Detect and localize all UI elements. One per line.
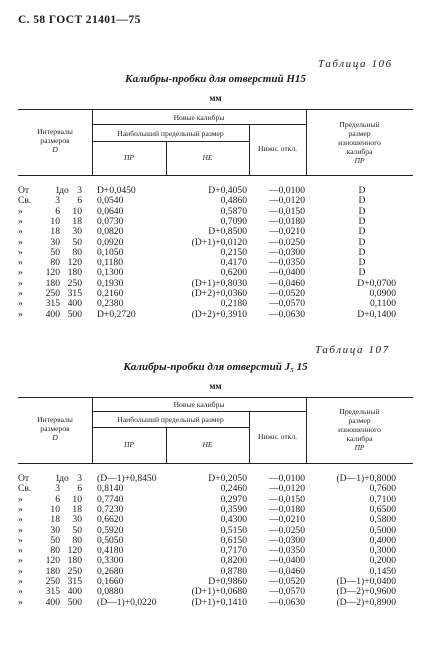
cell-worn-limit: 0,7100 xyxy=(369,493,396,505)
cell-pr: (D—1)+0,8450 xyxy=(97,473,157,484)
cell-pr: 0,5050 xyxy=(97,534,124,546)
row-to: 180 xyxy=(67,555,82,567)
row-to: 250 xyxy=(67,277,82,289)
cell-lower-dev: —0,0210 xyxy=(269,226,305,238)
row-prefix: » xyxy=(18,298,23,310)
row-prefix: » xyxy=(18,215,23,227)
cell-ne: 0,8780 xyxy=(220,565,247,577)
cell-worn-limit: (D—2)+0,8900 xyxy=(336,596,396,608)
table-row xyxy=(0,546,431,556)
row-from: 80 xyxy=(50,257,60,269)
row-prefix: » xyxy=(18,236,23,248)
row-prefix: » xyxy=(18,555,23,567)
cell-worn-limit: D xyxy=(358,226,366,238)
cell-ne: D+0,8500 xyxy=(208,226,247,238)
row-from: 315 xyxy=(45,586,60,598)
table-unit: мм xyxy=(209,381,222,391)
row-prefix: » xyxy=(18,257,23,269)
cell-ne: 0,5870 xyxy=(220,205,247,217)
cell-worn-limit: 0,1100 xyxy=(369,298,396,310)
cell-pr: (D—1)+0,0220 xyxy=(97,596,157,608)
cell-lower-dev: —0,0180 xyxy=(269,503,305,515)
cell-pr: 0,1180 xyxy=(97,257,124,269)
new-gauges-header: Новые калибры xyxy=(173,400,225,409)
page-header: С. 58 ГОСТ 21401—75 xyxy=(18,14,141,26)
row-prefix: » xyxy=(18,534,23,546)
row-prefix: » xyxy=(18,586,23,598)
table-row xyxy=(0,258,431,268)
row-from: 120 xyxy=(45,267,60,279)
cell-lower-dev: —0,0180 xyxy=(269,215,305,227)
table-number: Таблица 107 xyxy=(315,344,390,356)
row-from: 50 xyxy=(50,246,60,258)
row-to-label: до xyxy=(59,473,69,484)
cell-lower-dev: —0,0350 xyxy=(269,545,305,557)
cell-lower-dev: —0,0520 xyxy=(269,288,305,299)
table-row xyxy=(0,515,431,525)
table-row xyxy=(0,474,431,484)
cell-ne: 0,4170 xyxy=(220,257,247,269)
row-to: 10 xyxy=(72,205,82,217)
row-from: 250 xyxy=(45,576,60,587)
row-prefix: » xyxy=(18,277,23,289)
cell-ne: (D+1)+0,0120 xyxy=(191,236,247,248)
row-prefix: » xyxy=(18,205,23,217)
cell-pr: 0,6620 xyxy=(97,514,124,526)
row-to: 3 xyxy=(77,185,82,196)
cell-ne: D+0,9860 xyxy=(208,576,247,587)
row-from: 30 xyxy=(50,524,60,536)
cell-worn-limit: D xyxy=(358,236,366,248)
cell-lower-dev: —0,0350 xyxy=(269,257,305,269)
row-to: 18 xyxy=(72,503,82,515)
cell-worn-limit: 0,7600 xyxy=(369,483,396,495)
col-pr-header: ПР xyxy=(123,153,135,162)
row-to: 18 xyxy=(72,215,82,227)
row-prefix: » xyxy=(18,514,23,526)
cell-ne: 0,6150 xyxy=(220,534,247,546)
row-from: 315 xyxy=(45,298,60,310)
table-row xyxy=(0,248,431,258)
cell-ne: 0,3590 xyxy=(220,503,247,515)
row-prefix: » xyxy=(18,503,23,515)
cell-pr: 0,1300 xyxy=(97,267,124,279)
row-from: 3 xyxy=(55,483,60,495)
table-row xyxy=(0,227,431,237)
cell-worn-limit: D xyxy=(358,185,366,196)
cell-lower-dev: —0,0150 xyxy=(269,205,305,217)
cell-worn-limit: D xyxy=(358,246,366,258)
table-row xyxy=(0,310,431,320)
row-from: 250 xyxy=(45,288,60,299)
row-from: 1 xyxy=(55,185,60,196)
row-from: 10 xyxy=(50,215,60,227)
cell-worn-limit: D xyxy=(358,205,366,217)
row-prefix: » xyxy=(18,226,23,238)
cell-ne: D+0,4050 xyxy=(208,185,247,196)
row-from: 400 xyxy=(45,308,60,320)
row-to-label: до xyxy=(59,185,69,196)
row-from: 120 xyxy=(45,555,60,567)
row-to: 10 xyxy=(72,493,82,505)
cell-lower-dev: —0,0460 xyxy=(269,277,305,289)
row-from: 80 xyxy=(50,545,60,557)
cell-worn-limit: (D—1)+0,0400 xyxy=(336,576,396,587)
table-unit: мм xyxy=(209,93,222,103)
cell-pr: 0,0730 xyxy=(97,215,124,227)
row-to: 120 xyxy=(67,257,82,269)
cell-pr: 0,0880 xyxy=(97,586,124,598)
table-title: Калибры-пробки для отверстий J₅ 15 xyxy=(123,361,308,373)
row-prefix: » xyxy=(18,246,23,258)
cell-lower-dev: —0,0400 xyxy=(269,555,305,567)
cell-pr: 0,4180 xyxy=(97,545,124,557)
row-prefix: » xyxy=(18,288,23,299)
cell-lower-dev: —0,0100 xyxy=(269,185,305,196)
table-number: Таблица 106 xyxy=(318,58,393,70)
table-row xyxy=(0,505,431,515)
cell-ne: 0,4300 xyxy=(220,514,247,526)
cell-worn-limit: 0,0900 xyxy=(369,288,396,299)
row-from: 6 xyxy=(55,493,60,505)
row-to: 80 xyxy=(72,534,82,546)
cell-worn-limit: D+0,0700 xyxy=(357,277,396,289)
cell-ne: 0,4860 xyxy=(220,195,247,207)
cell-pr: 0,7230 xyxy=(97,503,124,515)
max-size-header: Наибольший предельный размер xyxy=(117,129,224,138)
row-to: 50 xyxy=(72,236,82,248)
row-prefix: » xyxy=(18,545,23,557)
row-prefix: От xyxy=(18,473,30,484)
row-prefix: » xyxy=(18,596,23,608)
row-from: 1 xyxy=(55,473,60,484)
cell-worn-limit: 0,5800 xyxy=(369,514,396,526)
cell-pr: 0,0820 xyxy=(97,226,124,238)
cell-lower-dev: —0,0210 xyxy=(269,514,305,526)
row-prefix: От xyxy=(18,185,30,196)
row-to: 400 xyxy=(67,298,82,310)
row-from: 50 xyxy=(50,534,60,546)
cell-worn-limit: 0,2000 xyxy=(369,555,396,567)
cell-ne: 0,7170 xyxy=(220,545,247,557)
row-from: 180 xyxy=(45,277,60,289)
row-to: 250 xyxy=(67,565,82,577)
cell-pr: 0,1050 xyxy=(97,246,124,258)
cell-ne: 0,6200 xyxy=(220,267,247,279)
cell-worn-limit: 0,5000 xyxy=(369,524,396,536)
row-to: 180 xyxy=(67,267,82,279)
cell-lower-dev: —0,0150 xyxy=(269,493,305,505)
row-from: 3 xyxy=(55,195,60,207)
row-to: 315 xyxy=(67,288,82,299)
row-to: 6 xyxy=(77,483,82,495)
row-from: 18 xyxy=(50,514,60,526)
row-prefix: Св. xyxy=(18,195,32,207)
col-ne-header: НЕ xyxy=(202,440,213,449)
table-row xyxy=(0,289,431,299)
cell-ne: 0,2460 xyxy=(220,483,247,495)
row-prefix: » xyxy=(18,493,23,505)
cell-pr: 0,1930 xyxy=(97,277,124,289)
cell-lower-dev: —0,0570 xyxy=(269,586,305,598)
row-to: 500 xyxy=(67,308,82,320)
cell-pr: D+0,2720 xyxy=(97,308,136,320)
table-title: Калибры-пробки для отверстий H15 xyxy=(125,73,306,85)
cell-pr: 0,5920 xyxy=(97,524,124,536)
cell-lower-dev: —0,0120 xyxy=(269,483,305,495)
row-prefix: » xyxy=(18,524,23,536)
cell-worn-limit: 0,4000 xyxy=(369,534,396,546)
cell-ne: (D+1)+0,1410 xyxy=(191,596,247,608)
col-lower-dev-header: Нижн. откл. xyxy=(257,144,298,153)
row-from: 10 xyxy=(50,503,60,515)
cell-lower-dev: —0,0300 xyxy=(269,246,305,258)
cell-ne: (D+2)+0,0360 xyxy=(191,288,247,299)
row-prefix: Св. xyxy=(18,483,32,495)
table-row xyxy=(0,238,431,248)
cell-worn-limit: D xyxy=(358,257,366,269)
cell-worn-limit: (D—2)+0,9600 xyxy=(336,586,396,598)
table-row xyxy=(0,196,431,206)
table-row xyxy=(0,536,431,546)
row-to: 6 xyxy=(77,195,82,207)
col-intervals-header: Интервалы размеров D xyxy=(37,415,73,442)
row-to: 30 xyxy=(72,514,82,526)
col-lower-dev-header: Нижн. откл. xyxy=(257,432,298,441)
row-from: 180 xyxy=(45,565,60,577)
cell-worn-limit: D xyxy=(358,195,366,207)
cell-ne: (D+1)+0,0680 xyxy=(191,586,247,598)
cell-pr: 0,2380 xyxy=(97,298,124,310)
table-row xyxy=(0,495,431,505)
row-from: 30 xyxy=(50,236,60,248)
row-to: 30 xyxy=(72,226,82,238)
table-row xyxy=(0,207,431,217)
cell-pr: 0,0920 xyxy=(97,236,124,248)
cell-ne: D+0,2050 xyxy=(208,473,247,484)
cell-ne: (D+2)+0,3910 xyxy=(191,308,247,320)
table-row xyxy=(0,186,431,196)
cell-lower-dev: —0,0520 xyxy=(269,576,305,587)
cell-pr: 0,2680 xyxy=(97,565,124,577)
cell-lower-dev: —0,0300 xyxy=(269,534,305,546)
row-prefix: » xyxy=(18,576,23,587)
cell-lower-dev: —0,0570 xyxy=(269,298,305,310)
cell-pr: 0,8140 xyxy=(97,483,124,495)
cell-pr: 0,1660 xyxy=(97,576,124,587)
cell-worn-limit: D xyxy=(358,215,366,227)
col-limit-header: Предельный размер изношенного калибра ПР xyxy=(338,120,381,165)
cell-ne: 0,2970 xyxy=(220,493,247,505)
row-prefix: » xyxy=(18,565,23,577)
row-to: 315 xyxy=(67,576,82,587)
cell-worn-limit: 0,6500 xyxy=(369,503,396,515)
cell-lower-dev: —0,0630 xyxy=(269,308,305,320)
table-row xyxy=(0,556,431,566)
table-row xyxy=(0,598,431,608)
cell-ne: 0,7090 xyxy=(220,215,247,227)
row-prefix: » xyxy=(18,308,23,320)
row-to: 500 xyxy=(67,596,82,608)
table-row xyxy=(0,484,431,494)
new-gauges-header: Новые калибры xyxy=(173,113,225,122)
cell-ne: 0,5150 xyxy=(220,524,247,536)
cell-worn-limit: (D—1)+0,8000 xyxy=(336,473,396,484)
cell-ne: (D+1)+0,8030 xyxy=(191,277,247,289)
col-intervals-header: Интервалы размеров D xyxy=(37,127,73,154)
cell-lower-dev: —0,0400 xyxy=(269,267,305,279)
cell-lower-dev: —0,0100 xyxy=(269,473,305,484)
cell-worn-limit: 0,1450 xyxy=(369,565,396,577)
row-from: 6 xyxy=(55,205,60,217)
cell-worn-limit: D xyxy=(358,267,366,279)
cell-worn-limit: 0,3000 xyxy=(369,545,396,557)
cell-pr: 0,0540 xyxy=(97,195,124,207)
row-to: 3 xyxy=(77,473,82,484)
row-to: 400 xyxy=(67,586,82,598)
cell-ne: 0,2180 xyxy=(220,298,247,310)
cell-ne: 0,2150 xyxy=(220,246,247,258)
cell-pr: 0,2160 xyxy=(97,288,124,299)
cell-lower-dev: —0,0250 xyxy=(269,524,305,536)
cell-worn-limit: D+0,1400 xyxy=(357,308,396,320)
row-to: 50 xyxy=(72,524,82,536)
col-ne-header: НЕ xyxy=(202,153,213,162)
cell-lower-dev: —0,0250 xyxy=(269,236,305,248)
cell-pr: 0,7740 xyxy=(97,493,124,505)
table-row xyxy=(0,526,431,536)
col-limit-header: Предельный размер изношенного калибра ПР xyxy=(338,407,381,452)
cell-lower-dev: —0,0120 xyxy=(269,195,305,207)
max-size-header: Наибольший предельный размер xyxy=(117,415,224,424)
row-from: 18 xyxy=(50,226,60,238)
cell-lower-dev: —0,0630 xyxy=(269,596,305,608)
cell-pr: 0,3300 xyxy=(97,555,124,567)
cell-lower-dev: —0,0460 xyxy=(269,565,305,577)
cell-ne: 0,8200 xyxy=(220,555,247,567)
cell-pr: D+0,0450 xyxy=(97,185,136,196)
row-from: 400 xyxy=(45,596,60,608)
row-to: 120 xyxy=(67,545,82,557)
row-to: 80 xyxy=(72,246,82,258)
cell-pr: 0,0640 xyxy=(97,205,124,217)
col-pr-header: ПР xyxy=(123,440,135,449)
row-prefix: » xyxy=(18,267,23,279)
